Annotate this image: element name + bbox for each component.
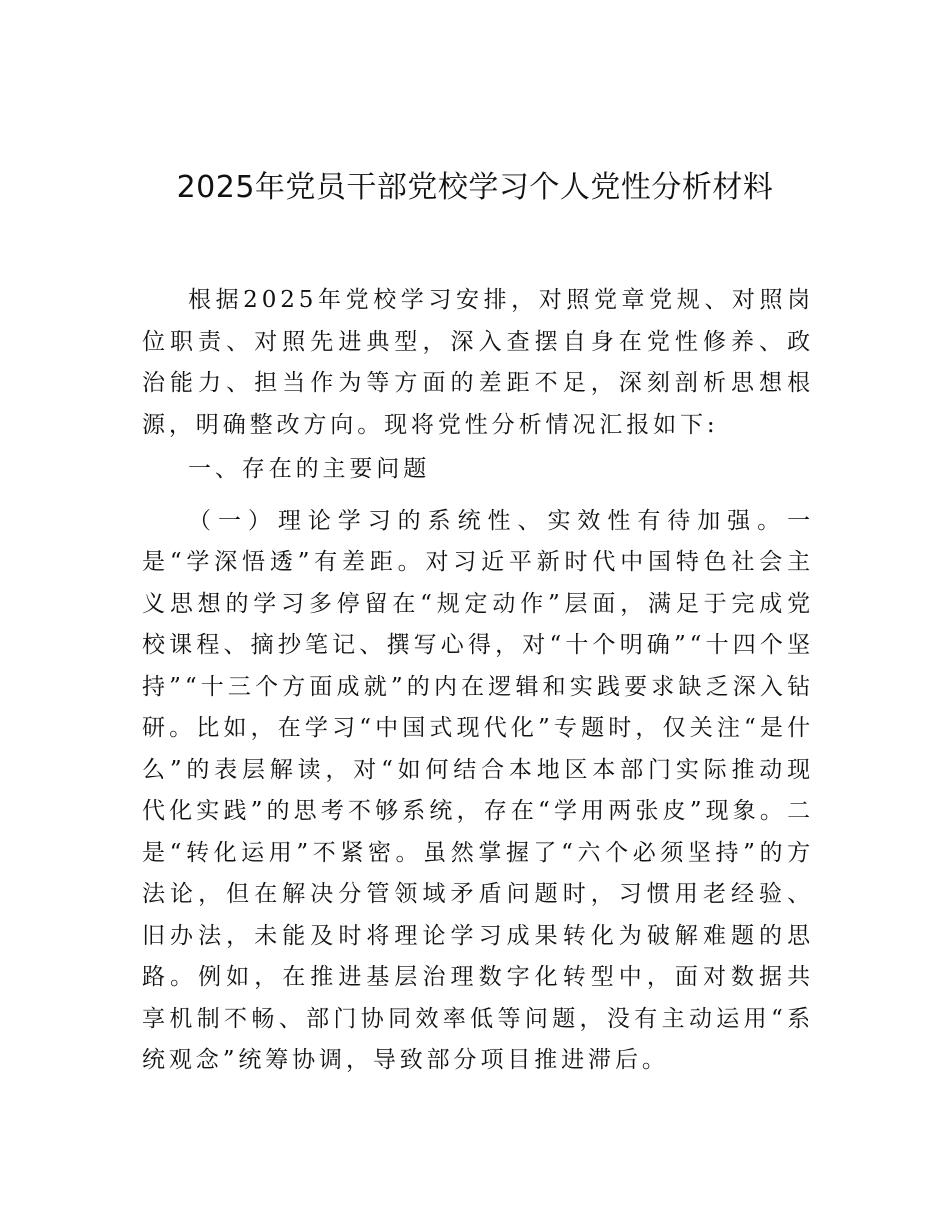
- intro-paragraph: 根据2025年党校学习安排，对照党章党规、对照岗位职责、对照先进典型，深入查摆自身在党性修养、政治能力、担当作为等方面的差距不足，深刻剖析思想根源，明确整改方向。现将党性分析情况汇报如下:: [142, 287, 814, 438]
- body-paragraph: （一）理论学习的系统性、实效性有待加强。一是“学深悟透”有差距。对习近平新时代中国特色社会主义思想的学习多停留在“规定动作”层面，满足于完成党校课程、摘抄笔记、撰写心得，对“十个明确”“十四个坚持”“十三个方面成就”的内在逻辑和实践要求缺乏深入钻研。比如，在学习“中国式现代化”专题时，仅关注“是什么”的表层解读，对“如何结合本地区本部门实际推动现代化实践”的思考不够系统，存在“学用两张皮”现象。二是“转化运用”不紧密。虽然掌握了“六个必须坚持”的方法论，但在解决分管领域矛盾问题时，习惯用老经验、旧办法，未能及时将理论学习成果转化为破解难题的思路。例如，在推进基层治理数字化转型中，面对数据共享机制不畅、部门协同效率低等问题，没有主动运用“系统观念”统筹协调，导致部分项目推进滞后。: [142, 507, 814, 1073]
- document-body: [142, 280, 814, 1082]
- section-heading: 一、存在的主要问题: [188, 456, 431, 482]
- document-title: 2025年党员干部党校学习个人党性分析材料: [176, 170, 774, 205]
